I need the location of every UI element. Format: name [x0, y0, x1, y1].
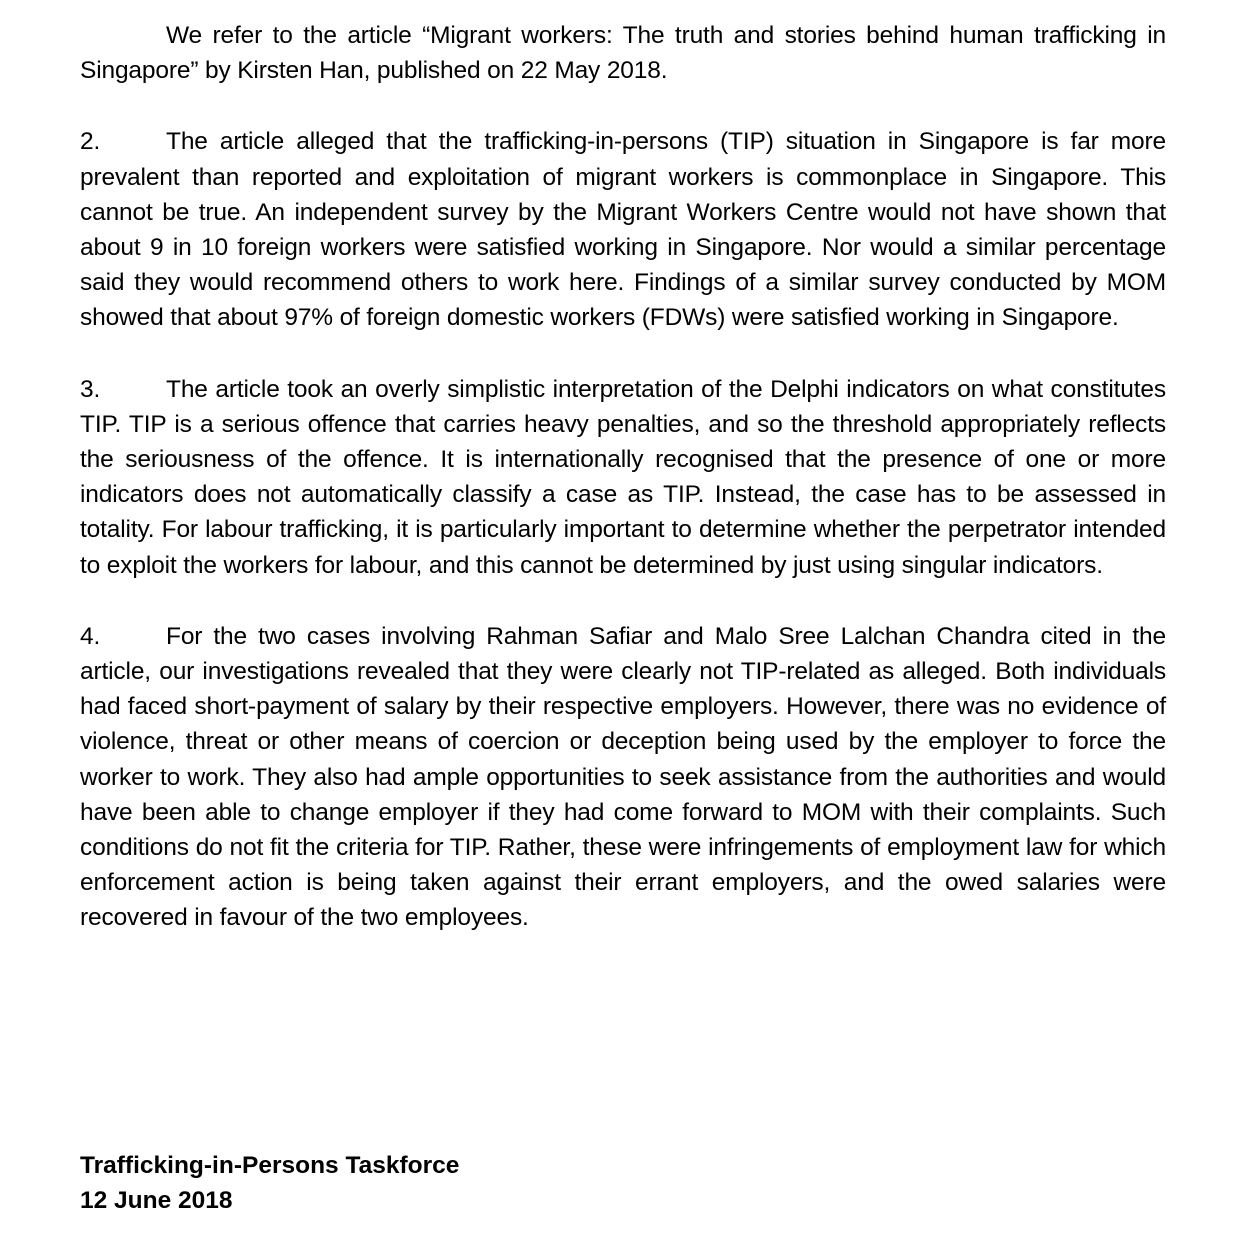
paragraph-4: [80, 619, 1166, 936]
paragraph-intro: [80, 18, 1166, 88]
paragraph-3: [80, 372, 1166, 583]
paragraph-text: For the two cases involving Rahman Safiar and Malo Sree Lalchan Chandra cited in the article, our investigations revealed that they were clearly not TIP-related as alleged. Both individuals had faced short-payment of salary by their respective employers. However, there was no evidence of violence, threat or other means of coercion or deception being used by the employer to force the worker to work. They also had ample opportunities to seek assistance from the authorities and would have been able to change employer if they had come forward to MOM with their complaints. Such conditions do not fit the criteria for TIP. Rather, these were infringements of employment law for which enforcement action is being taken against their errant employers, and the owed salaries were recovered in favour of the two employees.: [80, 622, 1166, 932]
paragraph-number: 3.: [80, 375, 101, 403]
paragraph-text: We refer to the article “Migrant workers: The truth and stories behind human trafficking in Singapore” by Kirsten Han, published on 22 May 2018.: [80, 22, 1166, 85]
paragraph-text: The article alleged that the trafficking-in-persons (TIP) situation in Singapore is far more prevalent than reported and exploitation of migrant workers is commonplace in Singapore. This cannot be true. An independent survey by the Migrant Workers Centre would not have shown that about 9 in 10 foreign workers were satisfied working in Singapore. Nor would a similar percentage said they would recommend others to work here. Findings of a similar survey conducted by MOM showed that about 97% of foreign domestic workers (FDWs) were satisfied working in Singapore.: [80, 128, 1166, 332]
signature-organization: Trafficking-in-Persons Taskforce: [80, 1152, 460, 1179]
signature-date: 12 June 2018: [80, 1187, 233, 1214]
letter-body: [80, 18, 1166, 972]
signature-block: [80, 1148, 459, 1218]
paragraph-text: The article took an overly simplistic interpretation of the Delphi indicators on what constitutes TIP. TIP is a serious offence that carries heavy penalties, and so the threshold appropriately reflects the seriousness of the offence. It is internationally recognised that the presence of one or more indicators does not automatically classify a case as TIP. Instead, the case has to be assessed in totality. For labour trafficking, it is particularly important to determine whether the perpetrator intended to exploit the workers for labour, and this cannot be determined by just using singular indicators.: [80, 375, 1166, 579]
paragraph-number: 4.: [80, 622, 101, 650]
paragraph-number: 2.: [80, 128, 101, 156]
paragraph-2: [80, 124, 1166, 335]
